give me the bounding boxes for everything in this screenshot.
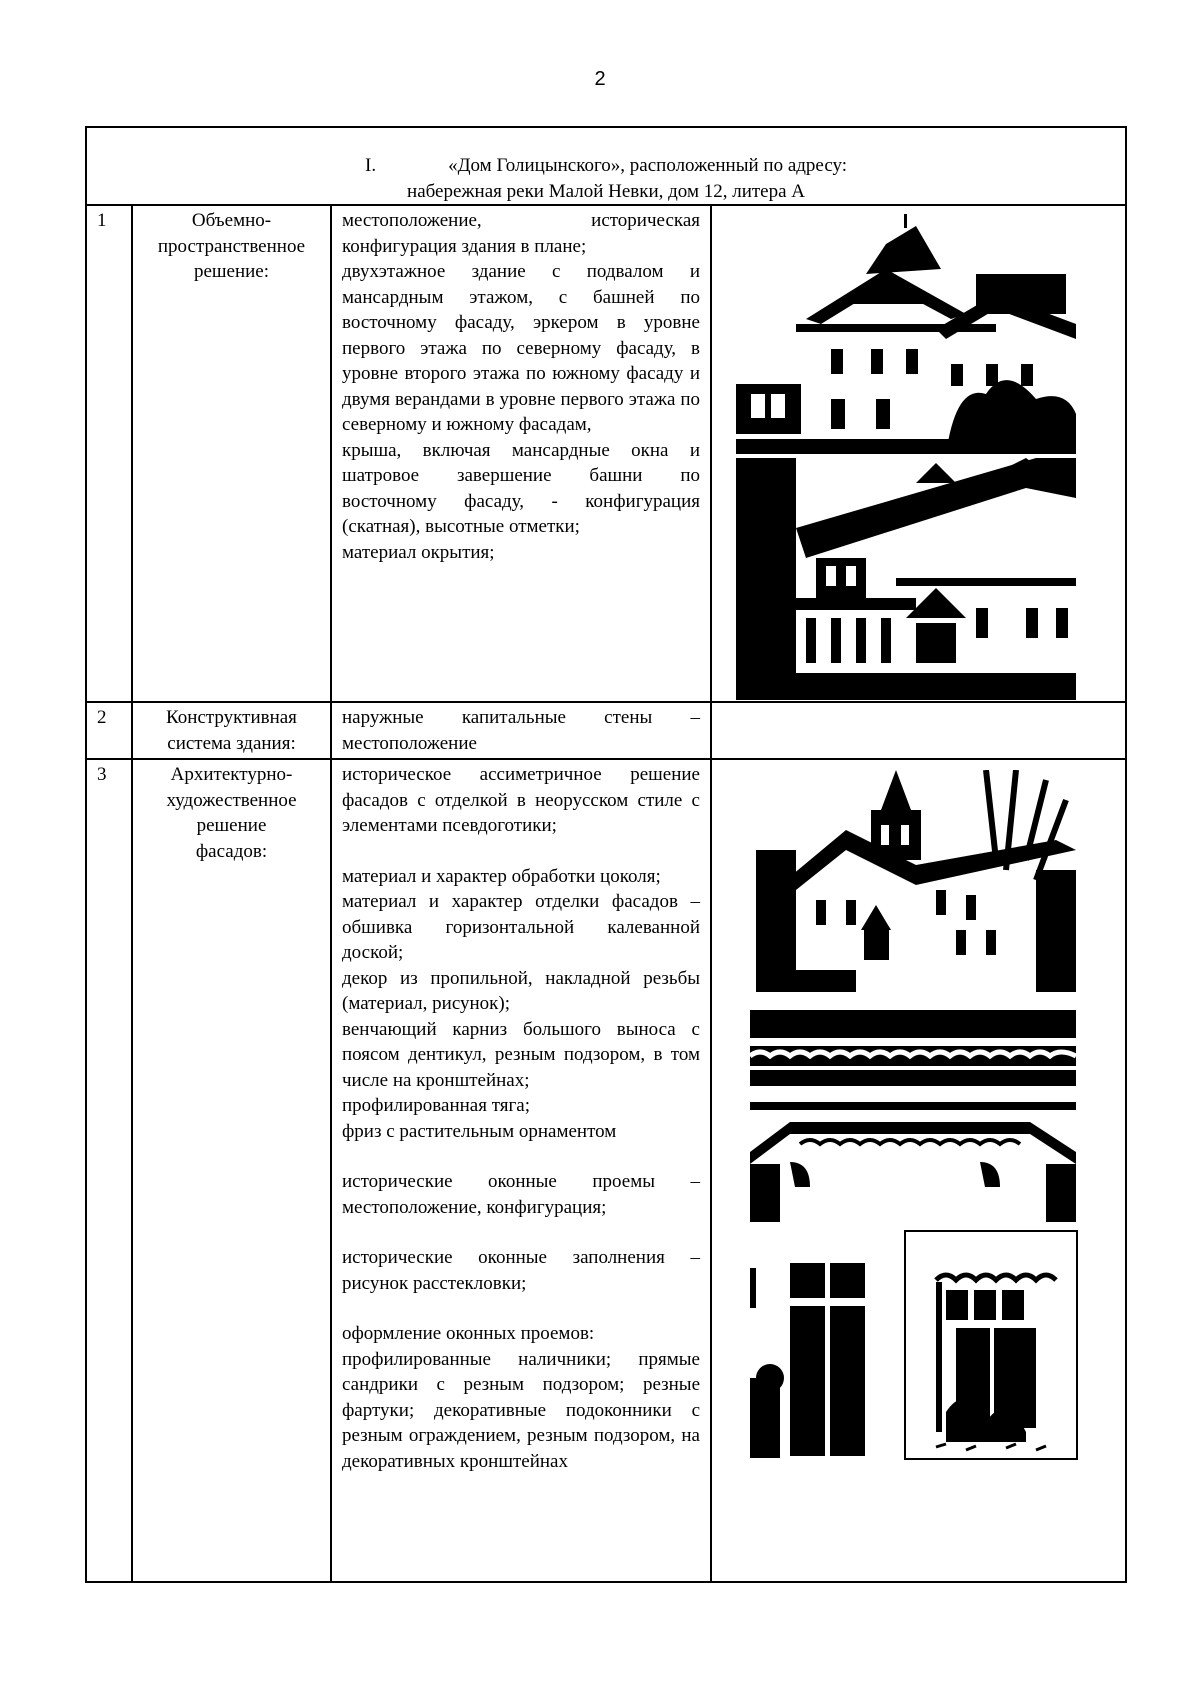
- description-paragraph: венчающий карниз большого выноса с поясом дентикул, резным подзором, в том числе на кронштейнах;: [342, 1018, 700, 1091]
- row-name: [132, 759, 331, 1582]
- table-row: [86, 702, 1126, 759]
- description-paragraph: историческое ассиметричное решение фасадов с отделкой в неорусском стиле с элементами псевдоготики;: [342, 764, 700, 836]
- photo-bay-cornice-brackets: [750, 1102, 1076, 1222]
- description-paragraph: двухэтажное здание с подвалом и мансардным этажом, с башней по восточному фасаду, эркером в уровне первого этажа по северному фасаду, в уровне второго этажа по южному фасаду и двумя верандами в уровне первого этажа по северному и южному фасадам,: [342, 261, 700, 435]
- description-paragraph: крыша, включая мансардные окна и шатровое завершение башни по восточному фасаду, - конфигурация (скатная), высотные отметки;: [342, 439, 700, 537]
- description-paragraph: оформление оконных проемов:: [342, 1323, 595, 1344]
- photo-cornice-detail: [750, 1010, 1076, 1086]
- row-name-line: пространственное: [157, 235, 306, 257]
- description-paragraph: материал и характер отделки фасадов – обшивка горизонтальной калеванной доской;: [342, 891, 700, 963]
- section-roman-numeral: I.: [365, 155, 377, 176]
- photo-window-carved-surround: [906, 1232, 1076, 1458]
- page-number: 2: [594, 68, 606, 90]
- section-header-row: [86, 127, 1126, 205]
- description-paragraph: наружные капитальные стены – местоположение: [342, 707, 700, 754]
- row-name-line: фасадов:: [195, 840, 268, 862]
- description-paragraph: профилированные наличники; прямые сандрики с резным подзором; резные фартуки; декоративные подоконники с резным ограждением, резным подзором, на декоративных кронштейнах: [342, 1348, 700, 1472]
- row-description: [331, 759, 711, 1582]
- row-name-line: Объемно-: [191, 210, 272, 231]
- photo-window-frames: [750, 1248, 898, 1458]
- row-number: 2: [86, 702, 132, 759]
- row-name-line: система здания:: [167, 732, 296, 754]
- row-description: [331, 205, 711, 702]
- table-row: [86, 759, 1126, 1582]
- description-paragraph: исторические оконные проемы – местоположение, конфигурация;: [342, 1171, 700, 1218]
- photo-house-verandas-north-facade: [736, 458, 1076, 700]
- row-name: [132, 205, 331, 702]
- section-title-line-1: «Дом Голицынского», расположенный по адресу:: [448, 155, 848, 176]
- row-number: 1: [86, 205, 132, 702]
- description-paragraph: материал и характер обработки цоколя;: [342, 865, 661, 887]
- photo-house-tower-winter: [756, 770, 1076, 992]
- row-description: [331, 702, 711, 759]
- row-photos: [711, 759, 1126, 1582]
- row-number: 3: [86, 759, 132, 1582]
- row-name-line: решение: [196, 815, 267, 836]
- row-name-line: Конструктивная: [166, 707, 297, 728]
- section-title-line-2: набережная реки Малой Невки, дом 12, литера А: [407, 180, 806, 202]
- description-paragraph: профилированная тяга;: [342, 1095, 531, 1116]
- description-paragraph: фриз с растительным орнаментом: [342, 1120, 617, 1142]
- description-paragraph: исторические оконные заполнения – рисунок расстекловки;: [342, 1247, 700, 1294]
- photo-house-tower-east-facade: [736, 214, 1076, 454]
- description-paragraph: местоположение, историческая конфигурация здания в плане;: [342, 210, 700, 257]
- row-photos-empty: [711, 702, 1126, 759]
- description-paragraph: материал окрытия;: [342, 541, 495, 563]
- row-name-line: Архитектурно-: [170, 764, 293, 785]
- row-name-line: решение:: [193, 261, 270, 282]
- description-paragraph: декор из пропильной, накладной резьбы (материал, рисунок);: [342, 967, 700, 1014]
- section-heading: [86, 127, 1126, 205]
- row-name: [132, 702, 331, 759]
- row-photos: [711, 205, 1126, 702]
- table-row: [86, 205, 1126, 702]
- row-name-line: художественное: [166, 789, 297, 811]
- protection-subject-table: [85, 126, 1127, 1583]
